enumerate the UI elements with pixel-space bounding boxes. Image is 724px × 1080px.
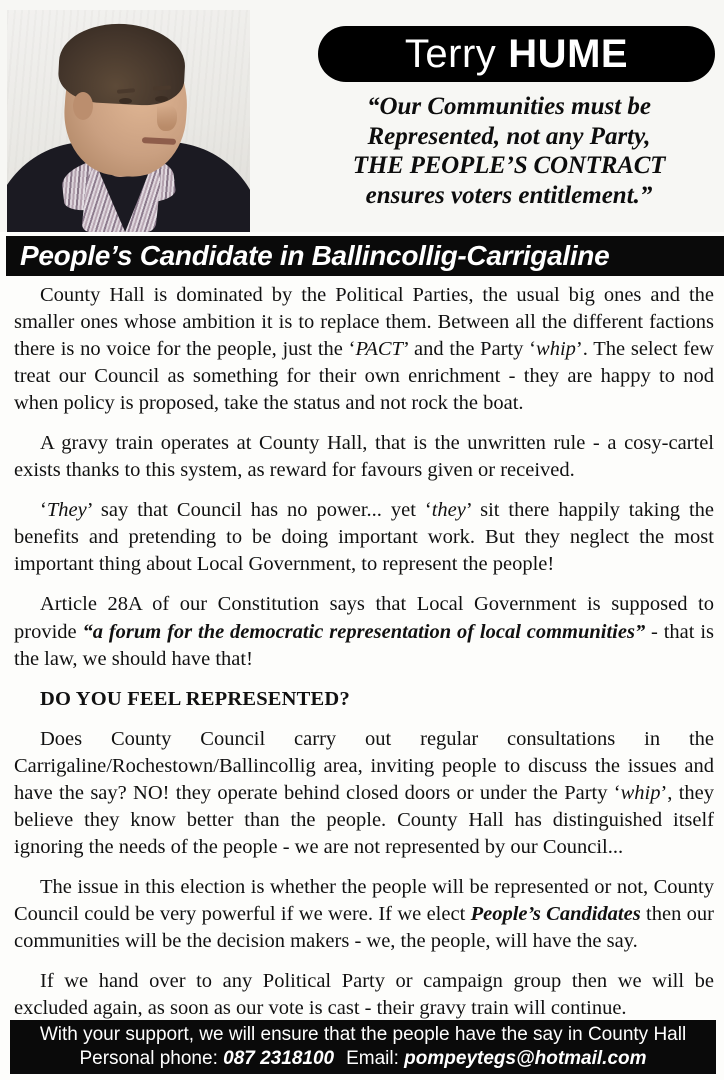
- photo-eye-left: [119, 98, 132, 104]
- paragraph-4: [14, 591, 714, 672]
- photo-ear: [73, 92, 93, 120]
- candidate-name-banner: [318, 26, 715, 82]
- p5-whip: whip: [620, 781, 661, 804]
- candidate-last-name: HUME: [508, 32, 629, 76]
- p4-constitution-quote: “a forum for the democratic representation of local communities”: [82, 620, 646, 643]
- email-label: Email:: [346, 1047, 399, 1069]
- subtitle-text: People’s Candidate in Ballincollig-Carrigaline: [20, 240, 610, 271]
- paragraph-2: A gravy train operates at County Hall, that is the unwritten rule - a cosy-cartel exists thanks to this system, as reward for favours given or received.: [14, 432, 714, 482]
- contact-details: [79, 1048, 646, 1071]
- leaflet-body: [14, 282, 714, 1035]
- paragraph-5: [14, 726, 714, 861]
- p1-part-b: ’ and the Party ‘: [402, 338, 537, 361]
- p1-whip: whip: [536, 338, 576, 361]
- p3-they-2: they: [431, 499, 466, 522]
- p3-part-a: ‘: [40, 499, 47, 522]
- quote-line-4: ensures voters entitlement.”: [365, 181, 653, 209]
- candidate-name: [405, 34, 628, 74]
- paragraph-3: [14, 497, 714, 578]
- paragraph-6: [14, 874, 714, 955]
- p6-part-b: then our communities will be the decision makers - we, the people, will have the say.: [14, 902, 715, 952]
- photo-nose: [157, 105, 177, 131]
- p3-part-b: ’ say that Council has no power... yet ‘: [86, 499, 432, 522]
- p5-part-a: Does County Council carry out regular consultations in the Carrigaline/Rochestown/Ballincollig area, inviting people to discuss the issues and have the say? NO! they operate behind closed doors or under the Party ‘: [14, 727, 714, 804]
- quote-line-1: “Our Communities must be: [366, 93, 652, 120]
- p4-part-a: Article 28A of our Constitution says that Local Government is supposed to provide: [14, 593, 714, 643]
- email-address[interactable]: pompeytegs@hotmail.com: [404, 1047, 647, 1069]
- p3-they-1: They: [46, 499, 87, 522]
- section-heading: DO YOU FEEL REPRESENTED?: [40, 687, 350, 710]
- quote-line-2: Represented, not any Party,: [367, 122, 651, 150]
- p3-part-c: ’ sit there happily taking the benefits and pretending to be doing important work. But they neglect the most important thing about Local Government, to represent the people!: [14, 499, 714, 576]
- candidate-first-name: Terry: [404, 32, 497, 76]
- paragraph-7: If we hand over to any Political Party or campaign group then we will be excluded again, as soon as our vote is cast - their gravy train will continue.: [14, 970, 714, 1020]
- p4-part-b: - that is the law, we should have that!: [14, 620, 714, 670]
- p5-part-b: ’, they believe they know better than the people. County Hall has distinguished itself ignoring the needs of the people - we are not represented by our Council...: [14, 781, 714, 858]
- campaign-quote: [300, 92, 718, 210]
- quote-line-3: THE PEOPLE’S CONTRACT: [352, 152, 666, 179]
- p6-peoples-candidates: People’s Candidates: [470, 902, 641, 925]
- leaflet-header: [0, 0, 724, 271]
- phone-label: Personal phone:: [79, 1047, 218, 1069]
- candidate-photo: [7, 10, 250, 232]
- support-message: With your support, we will ensure that the people have the say in County Hall: [39, 1023, 687, 1045]
- paragraph-1: [14, 282, 714, 417]
- phone-number[interactable]: 087 2318100: [223, 1047, 335, 1069]
- contact-footer: [10, 1020, 716, 1074]
- p6-part-a: The issue in this election is whether the people will be represented or not, County Council could be very powerful if we were. If we elect: [14, 875, 714, 925]
- photo-eye-right: [155, 96, 168, 102]
- subtitle-banner: [6, 236, 724, 276]
- p1-pact: PACT: [355, 338, 403, 361]
- p1-part-a: County Hall is dominated by the Political Parties, the usual big ones and the smaller ones whose ambition it is to replace them. Between all the different factions there is no voice for the people, just the ‘: [14, 284, 714, 361]
- p1-part-c: ’. The select few treat our Council as something for their own enrichment - they are happy to nod when policy is proposed, take the status and not rock the boat.: [14, 338, 714, 415]
